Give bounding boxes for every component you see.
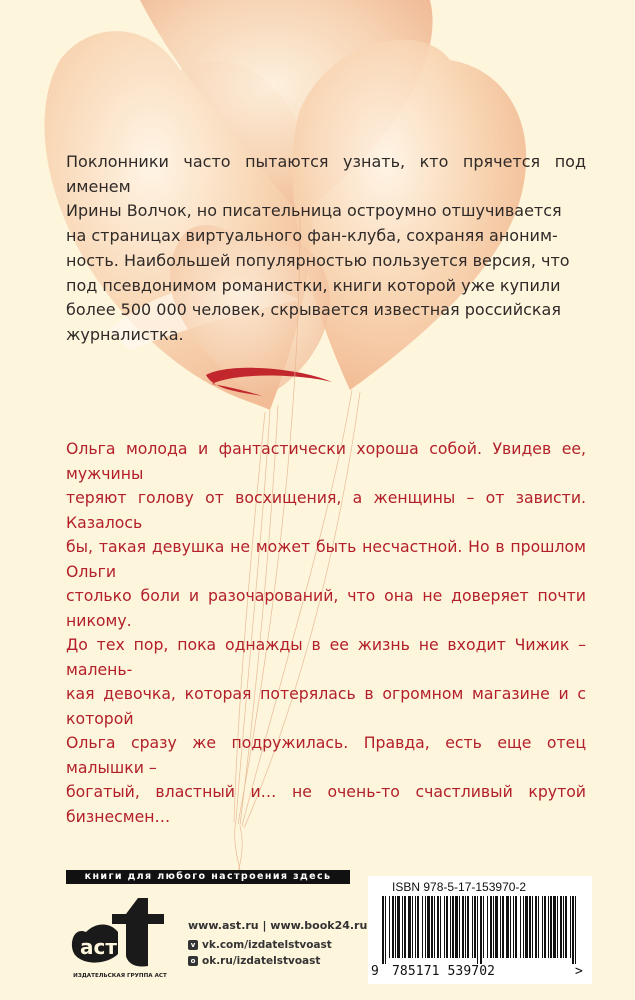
barcode-bar [515, 896, 517, 958]
barcode-bar [444, 896, 445, 958]
barcode-bar [502, 896, 504, 958]
barcode-bar [535, 896, 537, 958]
barcode-bar [472, 896, 473, 958]
paragraph-line: богатый, властный и… не очень-то счастливый крутой бизнесмен… [66, 782, 586, 826]
ean-digits: 785171 539702 [392, 964, 496, 979]
barcode-bar [510, 896, 511, 958]
isbn-label: ISBN 978-5-17-153970-2 [392, 880, 527, 894]
barcode-bar [450, 896, 451, 958]
barcode-bar [520, 896, 521, 958]
barcode-bar [483, 896, 484, 958]
barcode-bar [544, 896, 546, 958]
barcode-bar [415, 896, 416, 958]
barcode-bar [408, 896, 411, 958]
barcode-bar [422, 896, 423, 958]
publisher-logo [66, 892, 176, 982]
barcode-bar [525, 896, 528, 958]
vk-link[interactable] [188, 939, 332, 951]
barcode-bar [570, 896, 571, 958]
barcode-bar [550, 896, 552, 958]
barcode-bar [538, 896, 539, 958]
barcode-bar [465, 896, 466, 958]
barcode-bar [474, 896, 476, 958]
paragraph-line: Ольга молода и фантастически хороша собой. Увидев ее, мужчины [66, 439, 586, 483]
barcode-bar [427, 896, 430, 958]
barcode-bar [500, 896, 501, 958]
website-links[interactable]: www.ast.ru | www.book24.ru [188, 919, 368, 932]
barcode-bar [404, 896, 406, 958]
barcode-bar [493, 896, 494, 958]
ean-arrow: > [575, 964, 583, 979]
barcode-bar [397, 896, 400, 958]
barcode-bar [529, 896, 531, 958]
barcode-bar [557, 896, 558, 958]
paragraph-line: Ирины Волчок, но писательница остроумно отшучивается [66, 201, 562, 221]
paragraph-line: на страницах виртуального фан-клуба, сохраняя аноним- [66, 226, 558, 246]
synopsis-paragraph [66, 437, 586, 829]
barcode-bar [467, 896, 469, 958]
barcode-bar [455, 896, 458, 958]
barcode-bars [382, 896, 578, 964]
publisher-caption: ИЗДАТЕЛЬСКАЯ ГРУППА АСТ [73, 973, 167, 979]
vk-link-text: vk.com/izdatelstvoast [202, 939, 332, 951]
barcode-bar [542, 896, 543, 958]
barcode-bar [412, 896, 413, 958]
barcode-panel [368, 876, 592, 984]
barcode-bar [425, 896, 426, 958]
ean-first-digit: 9 [371, 964, 379, 979]
paragraph-line: под псевдонимом романистки, книги которой уже купили [66, 275, 561, 295]
barcode-bar [431, 896, 433, 958]
author-intro-paragraph [66, 150, 586, 348]
barcode-bar [532, 896, 533, 958]
paragraph-line: До тех пор, пока однажды в ее жизнь не входит Чижик – малень- [66, 635, 586, 679]
barcode-bar [434, 896, 435, 958]
barcode-bar [513, 896, 514, 958]
barcode-bar [548, 896, 549, 958]
barcode-bar [553, 896, 556, 958]
ok-link[interactable] [188, 955, 320, 967]
barcode-bar [487, 896, 488, 958]
paragraph-line: теряют голову от восхищения, а женщины – от зависти. Казалось [66, 488, 586, 532]
paragraph-line: более 500 000 человек, скрывается известная российская [66, 300, 561, 320]
barcode-bar [402, 896, 403, 958]
paragraph-line: ность. Наибольшей популярностью пользуется версия, что [66, 250, 570, 270]
barcode-bar [563, 896, 564, 958]
tagline-banner: книги для любого настроения здесь [66, 870, 350, 884]
barcode-bar [572, 896, 574, 964]
barcode-bar [462, 896, 464, 958]
barcode-bar [506, 896, 509, 958]
barcode-bar [560, 896, 562, 958]
barcode-bar [490, 896, 492, 958]
logo-text: аст [80, 935, 117, 959]
barcode-bar [446, 896, 448, 958]
barcode-bar [395, 896, 396, 958]
barcode-bar [477, 896, 478, 964]
barcode-bar [437, 896, 439, 958]
vk-icon: v [188, 940, 198, 950]
barcode-bar [523, 896, 524, 958]
odnoklassniki-icon: о [188, 956, 198, 966]
paragraph-line: бы, такая девушка не может быть несчастной. Но в прошлом Ольги [66, 537, 586, 581]
barcode-bar [495, 896, 498, 958]
barcode-bar [389, 896, 390, 958]
barcode-bar [565, 896, 567, 958]
paragraph-line: Поклонники часто пытаются узнать, кто прячется под именем [66, 152, 586, 196]
barcode-bar [385, 896, 386, 964]
barcode-bar [417, 896, 419, 958]
barcode-bar [440, 896, 441, 958]
barcode-bar [392, 896, 394, 958]
paragraph-line: кая девочка, которая потерялась в огромном магазине и с которой [66, 684, 586, 728]
paragraph-line: Ольга сразу же подружилась. Правда, есть еще отец малышки – [66, 733, 586, 777]
barcode-bar [480, 896, 482, 964]
ok-link-text: ok.ru/izdatelstvoast [202, 955, 321, 967]
paragraph-line: столько боли и разочарований, что она не доверяет почти никому. [66, 586, 586, 630]
barcode-bar [459, 896, 460, 958]
barcode-bar [382, 896, 384, 964]
barcode-bar [575, 896, 576, 964]
barcode-bar [452, 896, 454, 958]
paragraph-line: журналистка. [66, 324, 184, 344]
